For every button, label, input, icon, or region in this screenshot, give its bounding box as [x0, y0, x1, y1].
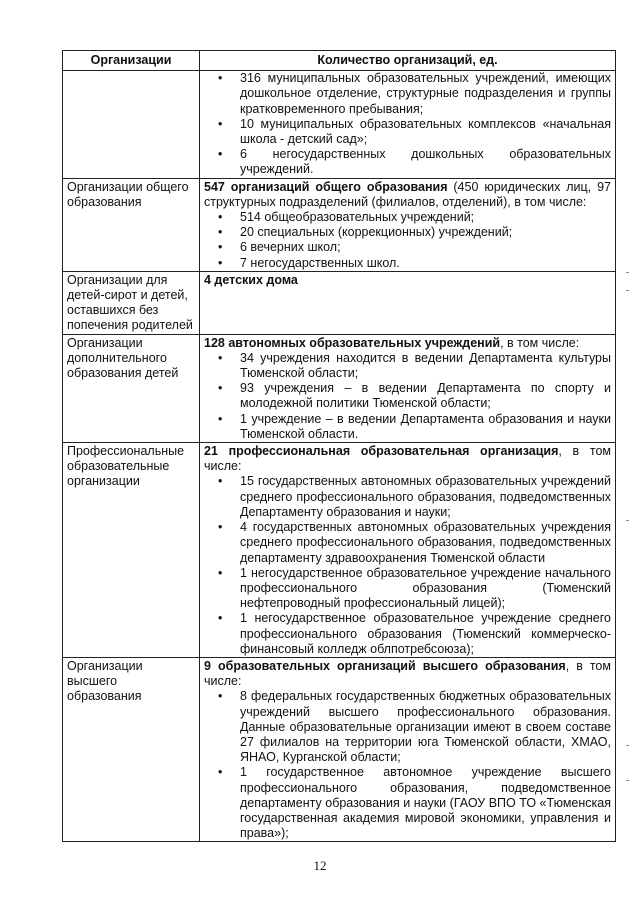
list-item	[218, 689, 611, 765]
count-tail: , в том числе:	[204, 444, 611, 474]
list-item	[218, 474, 611, 520]
list-item-text: 34 учреждения находится в ведении Департамента культуры Тюменской области;	[240, 350, 611, 381]
bullet-icon: •	[218, 765, 223, 780]
list-item	[218, 116, 611, 147]
organization-count-cell	[200, 271, 616, 334]
scan-mark	[626, 272, 629, 273]
count-summary	[204, 180, 611, 210]
organization-count-cell	[200, 71, 616, 178]
organization-type-cell: Организации общего образования	[63, 178, 200, 271]
list-item-text: 20 специальных (коррекционных) учреждений;	[240, 225, 513, 240]
organization-count-cell	[200, 657, 616, 841]
count-summary	[204, 336, 611, 351]
list-item-text: 8 федеральных государственных бюджетных образовательных учреждений высшего профессионального образования. Данные образовательные организации имеют в своем составе 27 филиалов на территории юга Тюменской области, ХМАО, ЯНАО, Курганской области;	[240, 689, 611, 765]
bullet-list	[204, 71, 611, 177]
list-item-text: 1 негосударственное образовательное учреждение среднего профессионального образования (Тюменский коммерческо-финансовый колледж облпотребсоюза);	[240, 611, 611, 656]
list-item-text: 1 учреждение – в ведении Департамента образования и науки Тюменской области.	[240, 411, 611, 441]
bullet-icon: •	[218, 689, 223, 704]
list-item-text: 514 общеобразовательных учреждений;	[240, 210, 475, 225]
bullet-list	[204, 351, 611, 442]
list-item-text: 15 государственных автономных образовательных учреждений среднего профессионального образования, подведомственных Департаменту образования и науки;	[240, 474, 611, 519]
table-row	[63, 71, 616, 178]
list-item	[218, 147, 611, 177]
count-lead: 9 образовательных организаций высшего образования	[204, 658, 566, 673]
list-item-text: 4 государственных автономных образовательных учреждения среднего профессионального образования, подведомственных департаменту здравоохранения Тюменской области	[240, 520, 611, 565]
list-item	[218, 210, 611, 225]
organization-count-cell	[200, 178, 616, 271]
list-item-text: 1 негосударственное образовательное учреждение начального профессионального образования (Тюменский нефтепроводный профессиональный лицей);	[240, 565, 611, 611]
count-lead: 547 организаций общего образования	[204, 179, 448, 194]
list-item	[218, 240, 611, 255]
count-summary	[204, 444, 611, 474]
organization-count-cell	[200, 334, 616, 442]
list-item-text: 10 муниципальных образовательных комплексов «начальная школа - детский сад»;	[240, 116, 611, 147]
list-item	[218, 611, 611, 657]
list-item-text: 7 негосударственных школ.	[240, 255, 400, 270]
table-header-row	[63, 51, 616, 71]
count-tail: (450 юридических лиц, 97 структурных подразделений (филиалов, отделений), в том числе:	[204, 179, 611, 209]
scan-mark	[626, 780, 629, 781]
bullet-list	[204, 689, 611, 841]
bullet-icon: •	[218, 411, 223, 426]
scan-mark	[626, 290, 629, 291]
list-item	[218, 71, 611, 117]
count-tail: , в том числе:	[204, 658, 611, 689]
bullet-icon: •	[218, 240, 223, 255]
organization-type-cell: Организации дополнительного образования детей	[63, 334, 200, 442]
list-item-text: 93 учреждения – в ведении Департамента по спорту и молодежной политики Тюменской области;	[240, 381, 611, 411]
organization-type-cell: Профессиональные образовательные организации	[63, 443, 200, 658]
list-item	[218, 225, 611, 240]
list-item-text: 1 государственное автономное учреждение высшего профессионального образования, подведомственное департаменту образования и науки (ГАОУ ВПО ТО «Тюменская государственная академия мировой экономики, управления и права»);	[240, 765, 611, 841]
scan-mark	[626, 745, 629, 746]
bullet-icon: •	[218, 611, 223, 626]
table-row	[63, 334, 616, 442]
bullet-icon: •	[218, 210, 223, 225]
organization-type-cell: Организации высшего образования	[63, 657, 200, 841]
list-item	[218, 565, 611, 612]
list-item-text: 316 муниципальных образовательных учреждений, имеющих дошкольное отделение, структурные подразделения и группы кратковременного пребывания;	[240, 71, 611, 116]
list-item	[218, 255, 611, 271]
bullet-icon: •	[218, 565, 223, 580]
list-item	[218, 350, 611, 381]
scan-mark	[626, 520, 629, 521]
bullet-list	[204, 474, 611, 656]
list-item-text: 6 негосударственных дошкольных образовательных учреждений.	[240, 147, 611, 177]
count-summary	[204, 659, 611, 689]
page-number: 12	[313, 858, 327, 873]
table-row	[63, 657, 616, 841]
bullet-icon: •	[218, 350, 223, 365]
count-lead: 4 детских дома	[204, 272, 298, 287]
bullet-icon: •	[218, 147, 223, 162]
header-count: Количество организаций, ед.	[200, 51, 616, 71]
header-organizations: Организации	[63, 51, 200, 71]
bullet-icon: •	[218, 520, 223, 535]
organization-count-cell	[200, 443, 616, 658]
bullet-icon: •	[218, 255, 223, 270]
list-item	[218, 765, 611, 841]
organizations-table	[62, 50, 616, 842]
bullet-icon: •	[218, 71, 223, 86]
list-item	[218, 381, 611, 411]
bullet-icon: •	[218, 474, 223, 489]
table-row	[63, 178, 616, 271]
count-lead: 21 профессиональная образовательная организация	[204, 444, 559, 459]
table-row	[63, 443, 616, 658]
list-item-text: 6 вечерних школ;	[240, 240, 341, 255]
list-item	[218, 520, 611, 566]
bullet-list	[204, 210, 611, 271]
bullet-icon: •	[218, 225, 223, 240]
organization-type-cell: Организации для детей-сирот и детей, оставшихся без попечения родителей	[63, 271, 200, 334]
count-lead: 128 автономных образовательных учреждений	[204, 335, 501, 350]
organization-type-cell	[63, 71, 200, 178]
table-row	[63, 271, 616, 334]
list-item	[218, 411, 611, 442]
count-tail: , в том числе:	[500, 335, 580, 350]
bullet-icon: •	[218, 116, 223, 131]
count-summary	[204, 273, 611, 288]
bullet-icon: •	[218, 381, 223, 396]
